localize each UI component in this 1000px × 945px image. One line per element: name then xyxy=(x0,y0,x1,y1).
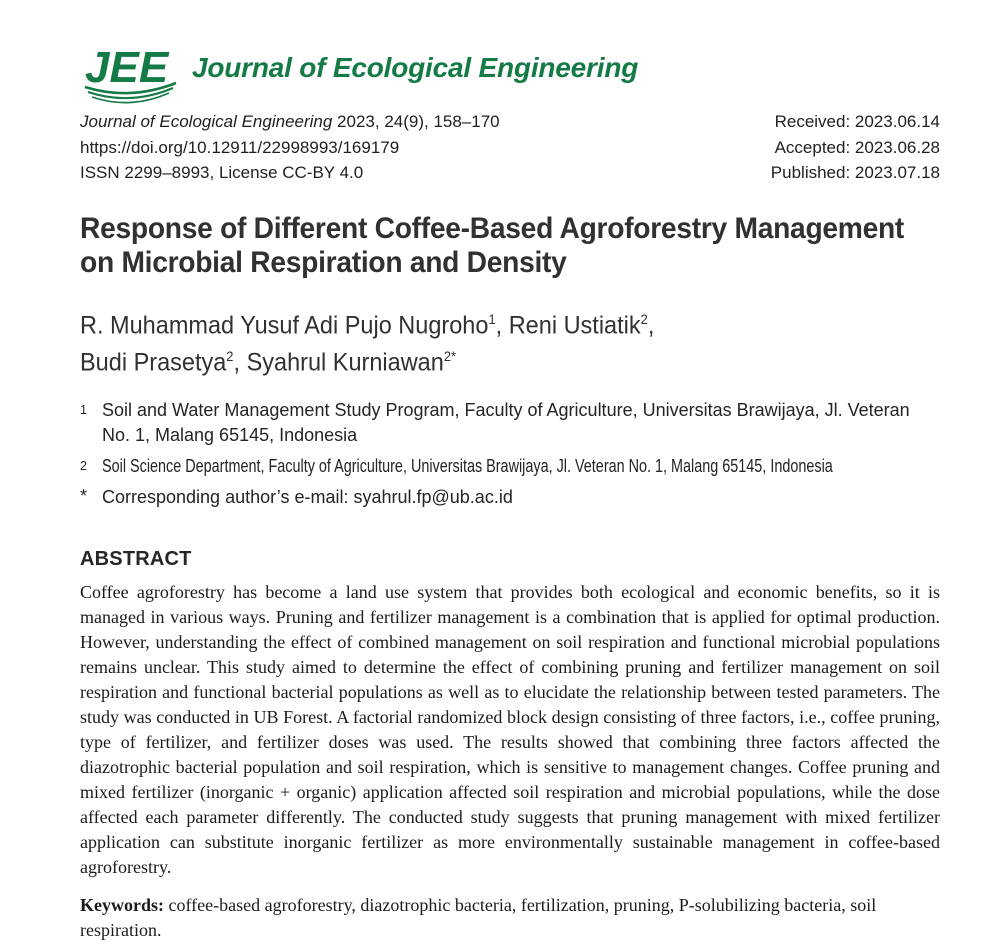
affiliation-item xyxy=(80,454,940,479)
author-affiliation-superscript: 2 xyxy=(640,311,648,327)
article-title xyxy=(80,212,940,280)
keywords-label: Keywords: xyxy=(80,895,164,916)
author-line: R. Muhammad Yusuf Adi Pujo Nugroho$^1$, Reni Ustiatik$^2$, xyxy=(80,310,655,339)
author-affiliation-superscript: 2* xyxy=(443,348,457,364)
affiliation-item xyxy=(80,398,940,448)
published-date: Published: 2023.07.18 xyxy=(770,163,940,182)
received-date: Received: 2023.06.14 xyxy=(774,112,940,131)
affiliation-text: Corresponding author’s e-mail: syahrul.fp@ub.ac.id xyxy=(102,487,513,508)
citation-block xyxy=(80,109,500,186)
doi-link[interactable]: https://doi.org/10.12911/22998993/169179 xyxy=(80,137,400,157)
corresponding-email-link[interactable]: syahrul.fp@ub.ac.id xyxy=(353,487,513,508)
journal-name: Journal of Ecological Engineering xyxy=(192,52,639,83)
author-name: Syahrul Kurniawan xyxy=(246,348,444,377)
article-title-line: on Microbial Respiration and Density xyxy=(80,245,567,279)
article-title-line: Response of Different Coffee-Based Agroforestry Management xyxy=(80,211,905,245)
citation-issue: 2023, 24(9), 158–170 xyxy=(332,112,500,131)
dates-block xyxy=(771,109,940,186)
author-list xyxy=(80,304,940,379)
abstract-section xyxy=(80,548,940,943)
issn-license: ISSN 2299–8993, License CC-BY 4.0 xyxy=(80,163,364,182)
author-name: R. Muhammad Yusuf Adi Pujo Nugroho xyxy=(80,310,489,339)
author-name: Reni Ustiatik xyxy=(508,310,641,339)
author-affiliation-superscript: 2 xyxy=(226,348,234,364)
keywords-text: coffee-based agroforestry, diazotrophic bacteria, fertilization, pruning, P-solubilizing bacteria, soil respiration. xyxy=(80,895,877,941)
citation-journal-italic: Journal of Ecological Engineering xyxy=(80,112,333,131)
keywords-paragraph xyxy=(80,893,940,943)
meta-row xyxy=(80,109,940,186)
abstract-heading: ABSTRACT xyxy=(80,548,192,571)
citation-line xyxy=(80,109,500,135)
jee-logo-icon xyxy=(80,40,182,104)
accepted-date: Accepted: 2023.06.28 xyxy=(774,137,940,157)
affiliation-list xyxy=(80,398,940,510)
author-name: Budi Prasetya xyxy=(80,348,227,377)
jee-logo-acronym: JEE xyxy=(85,43,169,92)
affiliation-text: Soil Science Department, Faculty of Agriculture, Universitas Brawijaya, Jl. Veteran No. 1, Malang 65145, Indonesia xyxy=(102,456,833,477)
affiliation-marker: 1 xyxy=(80,403,87,418)
affiliation-item xyxy=(80,485,940,510)
author-line: Budi Prasetya$^2$, Syahrul Kurniawan$^{2*}$ xyxy=(80,348,457,377)
journal-header xyxy=(80,40,940,104)
affiliation-marker: * xyxy=(80,486,88,507)
abstract-text: Coffee agroforestry has become a land use system that provides both ecological and economic benefits, so it is managed in various ways. Pruning and fertilizer management is a combination that is applied for optimal production. However, understanding the effect of combined management on soil respiration and functional microbial populations remains unclear. This study aimed to determine the effect of combining pruning and fertilizer management on soil respiration and functional bacterial populations as well as to elucidate the relationship between tested parameters. The study was conducted in UB Forest. A factorial randomized block design consisting of three factors, i.e., coffee pruning, type of fertilizer, and fertilizer doses was used. The results showed that combining three factors affected the diazotrophic bacterial population and soil respiration, which is sensitive to management changes. Coffee pruning and mixed fertilizer (inorganic + organic) application affected soil respiration and microbial populations, while the dose affected each parameter differently. The conducted study suggests that pruning management with mixed fertilizer application can substitute inorganic fertilizer as more environmentally sustainable management in coffee-based agroforestry. xyxy=(80,582,940,878)
affiliation-marker: 2 xyxy=(80,459,87,474)
author-affiliation-superscript: 1 xyxy=(488,311,496,327)
affiliation-text: Soil and Water Management Study Program, Faculty of Agriculture, Universitas Brawijaya, Jl. Veteran No. 1, Malang 65145, Indonesia xyxy=(102,400,910,446)
